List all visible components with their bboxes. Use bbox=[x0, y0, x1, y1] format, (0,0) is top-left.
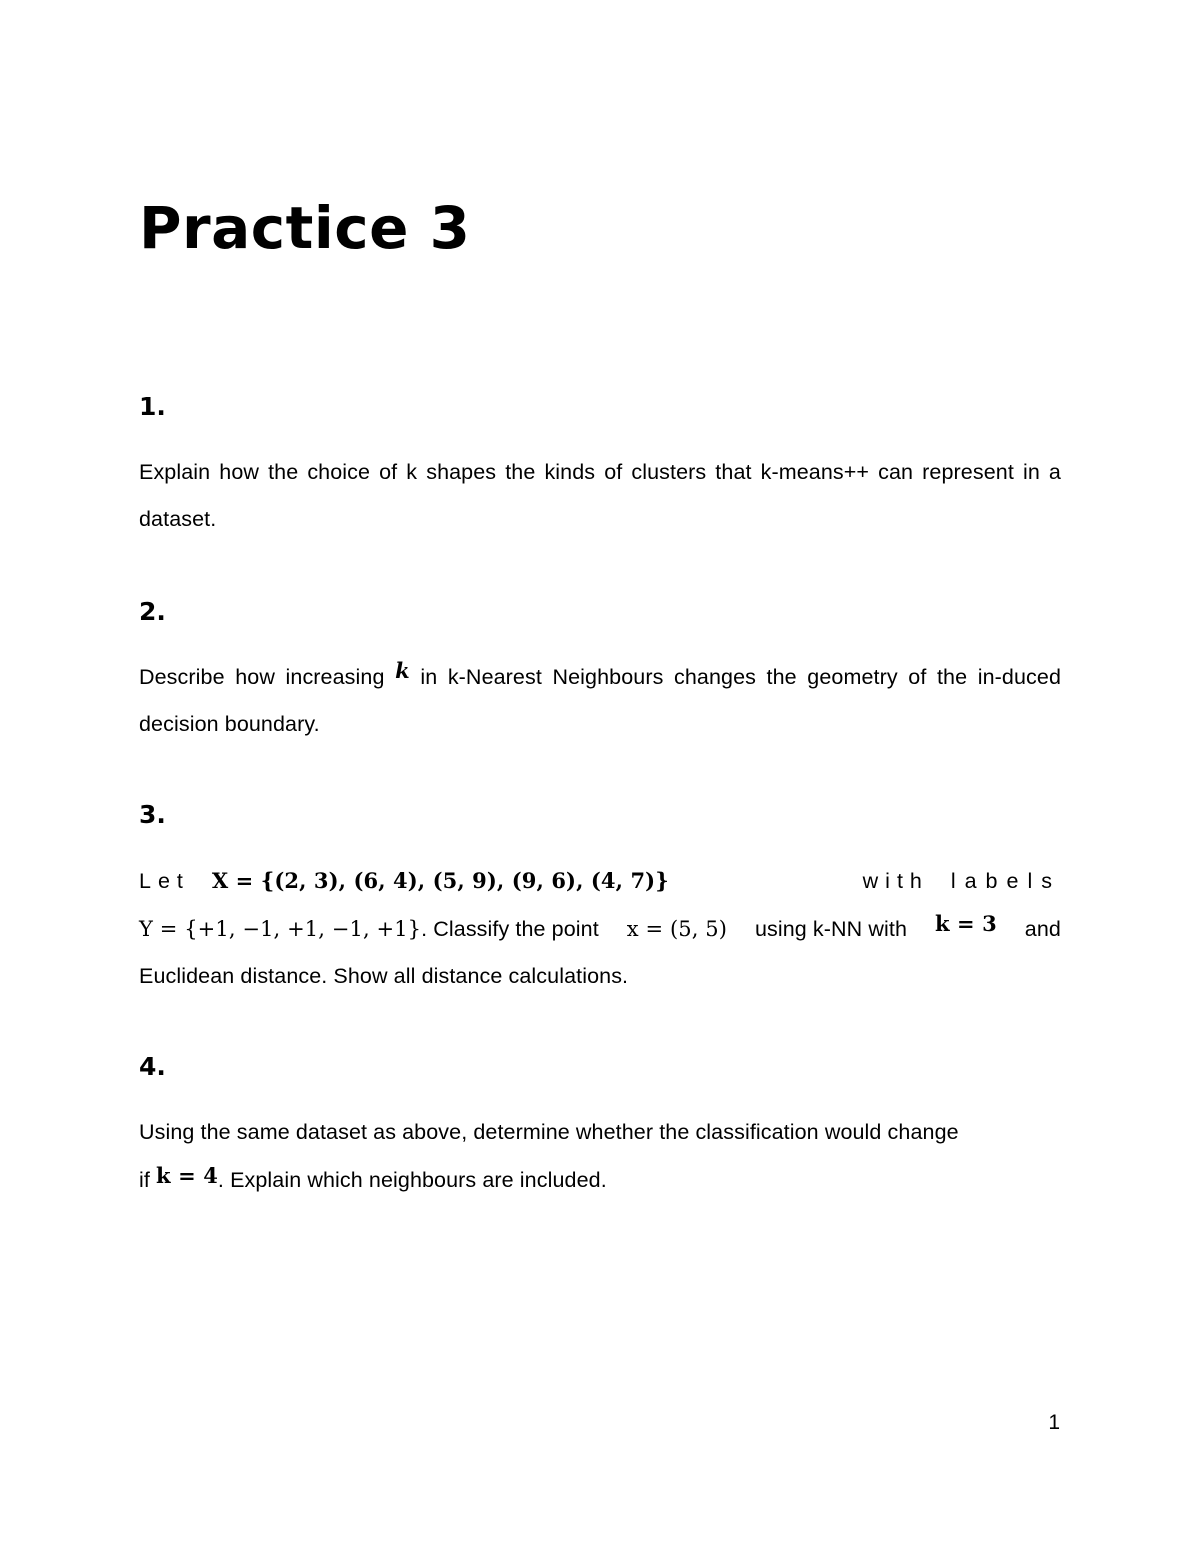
question-2-number: 2. bbox=[139, 597, 166, 626]
question-1-number: 1. bbox=[139, 392, 166, 421]
y-set-math: Y = {+1, −1, +1, −1, +1} bbox=[139, 917, 422, 941]
question-4-line-1: Using the same dataset as above, determine whether the classification would change bbox=[139, 1120, 959, 1144]
question-2-text-before: Describe how increasing bbox=[139, 665, 385, 689]
x-set-math: X = {(2, 3), (6, 4), (5, 9), (9, 6), (4, 7)} bbox=[211, 868, 669, 893]
let-word: Let bbox=[139, 869, 190, 893]
page-number: 1 bbox=[1048, 1411, 1060, 1434]
labels-word: labels bbox=[950, 869, 1061, 893]
question-3-line-2 bbox=[139, 905, 1061, 953]
question-2-text-after: in k-Nearest Neighbours changes the geometry of the in-duced decision boundary. bbox=[139, 665, 1062, 736]
classify-text: . Classify the point bbox=[421, 917, 599, 941]
point-math: x = (5, 5) bbox=[626, 917, 727, 941]
and-text: and bbox=[1024, 917, 1061, 941]
question-2-text bbox=[139, 653, 1061, 748]
page-title: Practice 3 bbox=[139, 194, 471, 262]
with-word: with bbox=[862, 869, 929, 893]
question-3-number: 3. bbox=[139, 800, 166, 829]
k-equals-4-math: k = 4 bbox=[156, 1163, 218, 1188]
question-4-number: 4. bbox=[139, 1052, 166, 1081]
question-3-line-1 bbox=[139, 857, 1061, 905]
question-4-line-2-rest: . Explain which neighbours are included. bbox=[217, 1168, 607, 1192]
question-3-text bbox=[139, 857, 1061, 1000]
question-4-line-2 bbox=[139, 1156, 1061, 1204]
question-3-line-3: Euclidean distance. Show all distance calculations. bbox=[139, 964, 629, 988]
question-4-text bbox=[139, 1109, 1061, 1204]
k-equals-3-math: k = 3 bbox=[934, 911, 997, 936]
using-text: using k-NN with bbox=[754, 917, 907, 941]
math-k: k bbox=[395, 658, 410, 683]
if-text: if bbox=[139, 1168, 150, 1192]
question-1-text: Explain how the choice of k shapes the kinds of clusters that k-means++ can represent in a dataset. bbox=[139, 460, 1061, 531]
